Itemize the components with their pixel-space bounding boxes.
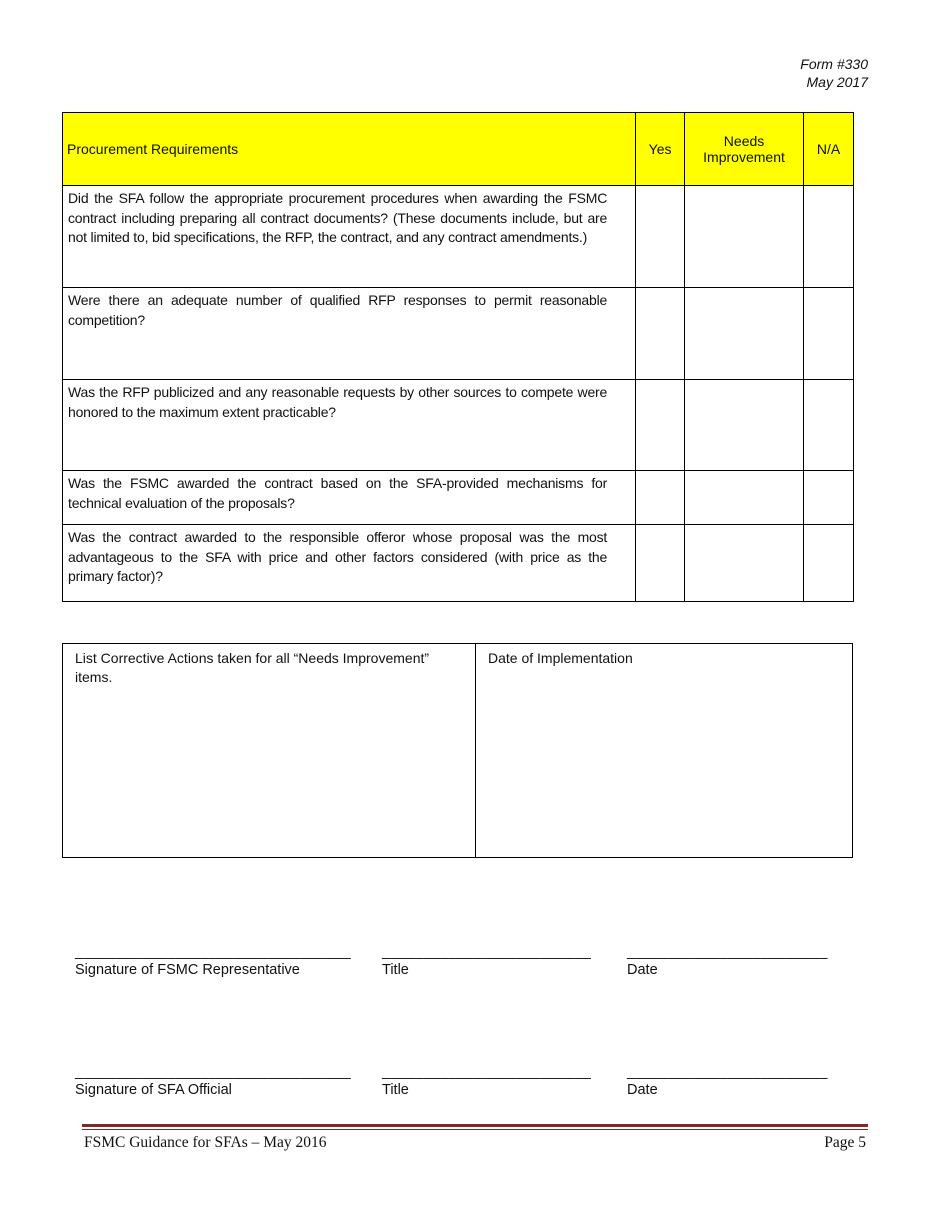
needs-improvement-cell[interactable]: [685, 380, 804, 471]
na-cell[interactable]: [804, 471, 854, 525]
na-cell[interactable]: [804, 380, 854, 471]
yes-cell[interactable]: [636, 186, 685, 288]
date-of-implementation-label: Date of Implementation: [488, 650, 633, 666]
signature-label: Signature of FSMC Representative: [75, 962, 300, 978]
requirement-question: Was the FSMC awarded the contract based on the SFA-provided mechanisms for technical evaluation of the proposals?: [63, 471, 636, 525]
date-label: Date: [627, 962, 658, 978]
na-cell[interactable]: [804, 186, 854, 288]
yes-cell[interactable]: [636, 525, 685, 602]
form-identifier: [800, 55, 868, 91]
table-row: [63, 380, 854, 471]
table-row: [63, 288, 854, 380]
sfa-title-field[interactable]: [382, 1064, 591, 1099]
form-date: May 2017: [806, 74, 868, 90]
fsmc-title-field[interactable]: [382, 944, 591, 979]
corrective-actions-table: [62, 643, 853, 858]
date-line: ________________________: [627, 944, 828, 960]
corrective-actions-field[interactable]: [63, 644, 476, 858]
fsmc-date-field[interactable]: [627, 944, 828, 979]
table-row: [63, 471, 854, 525]
needs-improvement-cell[interactable]: [685, 471, 804, 525]
procurement-requirements-table: [62, 112, 854, 602]
na-cell[interactable]: [804, 288, 854, 380]
title-line: _________________________: [382, 944, 592, 960]
yes-cell[interactable]: [636, 380, 685, 471]
footer-divider: [82, 1124, 868, 1127]
form-number: Form #330: [800, 56, 868, 72]
requirement-question: Were there an adequate number of qualified RFP responses to permit reasonable competition?: [63, 288, 636, 380]
column-header-requirements: Procurement Requirements: [63, 113, 636, 186]
title-line: _________________________: [382, 1064, 592, 1080]
na-cell[interactable]: [804, 525, 854, 602]
page-number: Page 5: [824, 1134, 866, 1151]
corrective-actions-label: List Corrective Actions taken for all “Needs Improvement” items.: [75, 650, 430, 685]
title-label: Title: [382, 1082, 409, 1098]
needs-improvement-cell[interactable]: [685, 186, 804, 288]
column-header-needs-improvement: Needs Improvement: [685, 113, 804, 186]
yes-cell[interactable]: [636, 471, 685, 525]
signature-line: _________________________________: [75, 1064, 352, 1080]
table-row: [63, 525, 854, 602]
column-header-na: N/A: [804, 113, 854, 186]
signature-line: _________________________________: [75, 944, 352, 960]
date-of-implementation-field[interactable]: [476, 644, 853, 858]
yes-cell[interactable]: [636, 288, 685, 380]
date-label: Date: [627, 1082, 658, 1098]
column-header-yes: Yes: [636, 113, 685, 186]
title-label: Title: [382, 962, 409, 978]
footer-document-title: FSMC Guidance for SFAs – May 2016: [84, 1134, 327, 1151]
requirement-question: Was the RFP publicized and any reasonable requests by other sources to compete were honored to the maximum extent practicable?: [63, 380, 636, 471]
requirement-question: Was the contract awarded to the responsible offeror whose proposal was the most advantageous to the SFA with price and other factors considered (with price as the primary factor)?: [63, 525, 636, 602]
requirement-question: Did the SFA follow the appropriate procurement procedures when awarding the FSMC contract including preparing all contract documents? (These documents include, but are not limited to, bid specifications, the RFP, the contract, and any contract amendments.): [63, 186, 636, 288]
date-line: ________________________: [627, 1064, 828, 1080]
table-row: [63, 186, 854, 288]
needs-improvement-cell[interactable]: [685, 525, 804, 602]
footer-divider-thin: [82, 1129, 868, 1130]
signature-label: Signature of SFA Official: [75, 1082, 232, 1098]
needs-improvement-cell[interactable]: [685, 288, 804, 380]
table-header-row: [63, 113, 854, 186]
sfa-date-field[interactable]: [627, 1064, 828, 1099]
fsmc-signature-field[interactable]: [75, 944, 351, 979]
sfa-signature-field[interactable]: [75, 1064, 351, 1099]
